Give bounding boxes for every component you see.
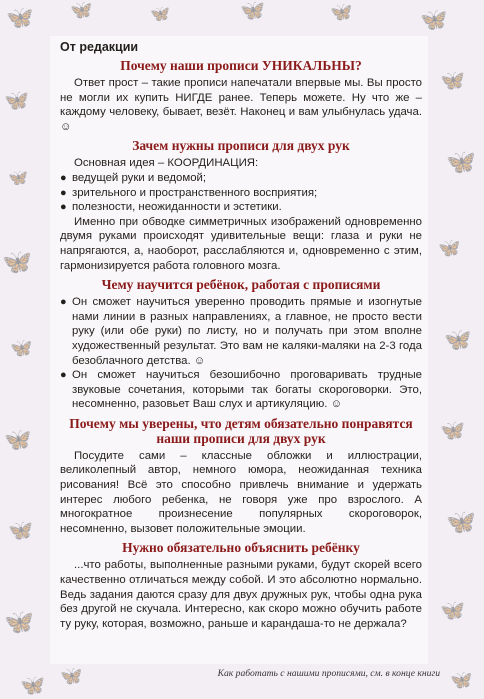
butterfly-icon: 🦋 <box>20 673 45 697</box>
bullet-icon: ● <box>60 369 67 382</box>
butterfly-icon: 🦋 <box>420 8 448 33</box>
section-unique <box>60 58 422 134</box>
butterfly-icon: 🦋 <box>6 6 34 31</box>
list-item: ● Он сможет научиться уверенно проводить прямые и изогнутые нами линии в разных направлениях, а главное, не просто вести руку (или обе руки) по листу, но и получать при этом вполне художественный результат. Это вам не каляки-маляки на 2-3 года безоблачного детства. ☺ <box>60 296 422 367</box>
bullet-icon: ● <box>60 201 67 214</box>
list-item: ● зрительного и пространственного восприятия; <box>60 186 318 199</box>
butterfly-icon: 🦋 <box>8 168 28 187</box>
butterfly-icon: 🦋 <box>4 428 32 453</box>
butterfly-icon: 🦋 <box>440 598 465 622</box>
butterfly-icon: 🦋 <box>240 0 265 22</box>
butterfly-icon: 🦋 <box>446 508 476 536</box>
section-heading: Зачем нужны прописи для двух рук <box>132 138 350 154</box>
bullet-list <box>60 295 422 412</box>
bullet-icon: ● <box>60 171 67 184</box>
list-item: ● полезности, неожиданности и эстетики. <box>60 201 282 214</box>
butterfly-icon: 🦋 <box>8 518 33 542</box>
butterfly-icon: 🦋 <box>440 68 465 92</box>
list-item: ● ведущей руки и ведомой; <box>60 171 207 184</box>
section-why-two-hands <box>60 138 422 273</box>
paragraph: Посудите сами – классные обложки и иллюстрации, великолепный автор, немного юмора, неожиданная техника рисования! Всё это способно привлечь внимание и удержать интерес любого ребенка, не говоря уже про взрослого. А многократное произнесение популярных скороговорок, несомненно, вызовет положительные эмоции. <box>60 449 422 535</box>
footer-note: Как работать с нашими прописями, см. в конце книги <box>217 668 440 679</box>
butterfly-icon: 🦋 <box>2 248 32 276</box>
paragraph: Основная идея – КООРДИНАЦИЯ: <box>74 157 259 170</box>
section-what-child-learns <box>60 277 422 412</box>
paragraph: Именно при обводке симметричных изображений одновременно двумя руками происходят удивительные вещи: глаза и руки не напрягаются, а, наоборот, расслабляются и, одновременно с этим, гармонизируется работа головного мозга. <box>60 215 422 272</box>
bullet-icon: ● <box>60 296 67 309</box>
butterfly-icon: 🦋 <box>70 0 93 21</box>
section-heading: Почему мы уверены, что детям обязательно понравятся наши прописи для двух рук <box>69 415 413 446</box>
list-item: ● Он сможет научиться безошибочно проговаривать трудные звуковые сочетания, которыми так богаты скороговорки. Это, несомненно, разовьет Ваш слух и артикуляцию. ☺ <box>60 369 422 411</box>
butterfly-icon: 🦋 <box>446 148 476 176</box>
butterfly-icon: 🦋 <box>444 328 472 353</box>
editor-label: От редакции <box>60 40 139 54</box>
butterfly-icon: 🦋 <box>450 670 473 691</box>
section-heading: Почему наши прописи УНИКАЛЬНЫ? <box>120 58 362 73</box>
butterfly-icon: 🦋 <box>10 338 33 359</box>
section-explain-to-child <box>60 540 422 631</box>
section-heading: Чему научится ребёнок, работая с прописями <box>101 277 381 293</box>
butterfly-icon: 🦋 <box>4 608 34 636</box>
butterfly-icon: 🦋 <box>438 238 461 259</box>
butterfly-icon: 🦋 <box>150 4 170 23</box>
article <box>60 40 422 631</box>
section-heading: Нужно обязательно объяснить ребёнку <box>122 540 360 556</box>
butterfly-icon: 🦋 <box>330 2 353 23</box>
bullet-icon: ● <box>60 186 67 199</box>
bullet-list <box>60 171 422 215</box>
paragraph: Ответ прост – такие прописи напечатали впервые мы. Вы просто не могли их купить НИГДЕ ранее. Теперь можете. Ну что же – каждому человеку, бывает, везёт. Наконец и вам улыбнулась удача. ☺ <box>60 77 422 133</box>
paragraph: ...что работы, выполненные разными руками, будут скорей всего качественно отличаться между собой. И это абсолютно нормально. Ведь задания даются сразу для двух дружных рук, чтобы одна рука без другой не скучала. Интересно, как скоро можно обучить работе ту руку, которая, возможно, раньше и карандаша-то не держала? <box>60 559 422 630</box>
butterfly-icon: 🦋 <box>60 666 83 687</box>
butterfly-icon: 🦋 <box>4 88 29 112</box>
section-why-children-like <box>60 416 422 537</box>
butterfly-icon: 🦋 <box>440 418 465 442</box>
